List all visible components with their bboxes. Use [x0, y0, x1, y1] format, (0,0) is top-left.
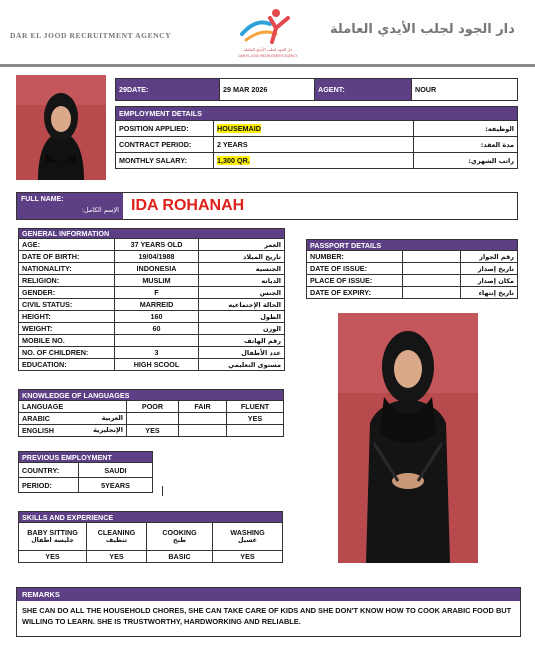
passport-title: PASSPORT DETAILS	[307, 240, 518, 251]
contract-label: CONTRACT PERIOD:	[116, 137, 214, 153]
lang-english-label: ENGLISH	[22, 426, 54, 435]
agent-label: AGENT:	[315, 79, 412, 101]
expiry-date-label: DATE OF EXPIRY:	[307, 287, 403, 299]
issue-place-label-ar: مكان إصدار	[461, 275, 518, 287]
gender-label-ar: الجنس	[199, 287, 285, 299]
height-label: HEIGHT:	[19, 311, 115, 323]
lang-row-english	[19, 425, 127, 437]
skill-babysitting-label-ar: جليسة اطفال	[31, 537, 74, 545]
dob-label-ar: تاريخ الميلاد	[199, 251, 285, 263]
lang-english-label-ar: الإنجليزية	[93, 426, 123, 434]
salary-label-ar: راتب الشهري:	[414, 153, 518, 169]
passport-number-value	[403, 251, 461, 263]
skill-washing	[213, 523, 283, 551]
previous-title: PREVIOUS EMPLOYMENT	[19, 452, 153, 463]
employment-title: EMPLOYMENT DETAILS	[116, 107, 518, 121]
gender-label: GENDER:	[19, 287, 115, 299]
skill-cleaning-value: YES	[87, 551, 147, 563]
person-fullbody-icon	[338, 313, 478, 563]
lang-english-fluent	[227, 425, 284, 437]
lang-english-fair	[179, 425, 227, 437]
lang-english-poor: YES	[127, 425, 179, 437]
nationality-label: NATIONALITY:	[19, 263, 115, 275]
age-value: 37 YEARS OLD	[115, 239, 199, 251]
children-label: NO. OF CHILDREN:	[19, 347, 115, 359]
agency-logo	[236, 4, 300, 62]
mobile-value	[115, 335, 199, 347]
dob-label: DATE OF BIRTH:	[19, 251, 115, 263]
person-portrait-icon	[16, 75, 106, 180]
skill-cooking-value: BASIC	[147, 551, 213, 563]
date-label: 29DATE:	[116, 79, 220, 101]
prev-country-label: COUNTRY:	[19, 463, 79, 478]
lang-arabic-fair	[179, 413, 227, 425]
applicant-photo-large	[338, 313, 478, 563]
position-label-ar: الوظيفه:	[414, 121, 518, 137]
lang-arabic-label-ar: العربية	[101, 414, 123, 422]
lang-arabic-fluent: YES	[227, 413, 284, 425]
full-name-box	[16, 192, 518, 220]
weight-label-ar: الوزن	[199, 323, 285, 335]
salary-value: 1,300 QR.	[217, 156, 250, 165]
lang-arabic-poor	[127, 413, 179, 425]
skills-title: SKILLS AND EXPERIENCE	[19, 512, 283, 523]
dob-value: 19/04/1988	[115, 251, 199, 263]
agent-value: NOUR	[412, 79, 518, 101]
lang-header-language: LANGUAGE	[19, 401, 127, 413]
prev-period-value: 5YEARS	[79, 478, 153, 493]
civil-status-value: MARREID	[115, 299, 199, 311]
logo-caption-ar: دار الجود لجلب الأيدي العاملة	[243, 47, 293, 52]
gender-value: F	[115, 287, 199, 299]
education-value: HIGH SCOOL	[115, 359, 199, 371]
issue-place-label: PLACE OF ISSUE:	[307, 275, 403, 287]
skill-babysitting	[19, 523, 87, 551]
full-name-value: IDA ROHANAH	[131, 197, 245, 214]
contract-value: 2 YEARS	[214, 137, 414, 153]
issue-date-label-ar: تاريخ إصدار	[461, 263, 518, 275]
languages-title: KNOWLEDGE OF LANGUAGES	[19, 390, 284, 401]
mobile-label-ar: رقم الهاتف	[199, 335, 285, 347]
civil-status-label-ar: الحالة الإجتماعيه	[199, 299, 285, 311]
skill-cooking-label-ar: طبخ	[172, 537, 187, 545]
education-label-ar: مستوى التعليمي	[199, 359, 285, 371]
lang-header-fluent: FLUENT	[227, 401, 284, 413]
general-info-table	[18, 228, 285, 371]
prev-period-label: PERIOD:	[19, 478, 79, 493]
agency-name-ar: دار الجود لجلب الأيدي العاملة	[330, 22, 515, 37]
general-title: GENERAL INFORMATION	[19, 229, 285, 239]
children-label-ar: عدد الأطفال	[199, 347, 285, 359]
weight-label: WEIGHT:	[19, 323, 115, 335]
age-label: AGE:	[19, 239, 115, 251]
skill-babysitting-value: YES	[19, 551, 87, 563]
skill-cleaning-label-ar: تنظيف	[105, 537, 128, 545]
skill-cleaning	[87, 523, 147, 551]
skill-washing-label-ar: غسيل	[238, 537, 257, 545]
skill-washing-label: WASHING	[230, 528, 265, 538]
expiry-date-value	[403, 287, 461, 299]
position-label: POSITION APPLIED:	[116, 121, 214, 137]
full-name-label-ar: الإسم الكامل:	[81, 206, 119, 214]
applicant-photo-small	[16, 75, 106, 180]
text-cursor	[162, 486, 163, 496]
education-label: EDUCATION:	[19, 359, 115, 371]
passport-table	[306, 239, 518, 299]
logo-caption-en: DAR EL JOOD RECRUITMENT AGENCY	[238, 54, 298, 58]
skill-cleaning-label: CLEANING	[97, 528, 136, 538]
issue-date-label: DATE OF ISSUE:	[307, 263, 403, 275]
issue-place-value	[403, 275, 461, 287]
remarks-box	[16, 587, 521, 637]
skill-cooking	[147, 523, 213, 551]
lang-arabic-label: ARABIC	[22, 414, 50, 423]
passport-number-label: NUMBER:	[307, 251, 403, 263]
previous-employment-table	[18, 451, 153, 493]
civil-status-label: CIVIL STATUS:	[19, 299, 115, 311]
languages-table	[18, 389, 284, 437]
religion-value: MUSLIM	[115, 275, 199, 287]
skill-washing-value: YES	[213, 551, 283, 563]
height-label-ar: الطول	[199, 311, 285, 323]
passport-number-label-ar: رقم الجواز	[461, 251, 518, 263]
remarks-text: SHE CAN DO ALL THE HOUSEHOLD CHORES, SHE CAN TAKE CARE OF KIDS AND SHE DON'T KNOW HOW TO COOK ARABIC FOOD BUT WILLING TO LEARN. SHE IS TRUSTWORTHY, HARDWORKING AND RELIABLE.	[22, 606, 512, 627]
full-name-label: FULL NAME:	[21, 196, 64, 203]
date-value: 29 MAR 2026	[220, 79, 315, 101]
religion-label-ar: الديانه	[199, 275, 285, 287]
children-value: 3	[115, 347, 199, 359]
employment-details-table	[115, 106, 518, 169]
skills-table	[18, 511, 283, 563]
prev-country-value: SAUDI	[79, 463, 153, 478]
nationality-label-ar: الجنسيه	[199, 263, 285, 275]
remarks-title: REMARKS	[17, 588, 520, 601]
religion-label: RELIGION:	[19, 275, 115, 287]
issue-date-value	[403, 263, 461, 275]
expiry-date-label-ar: تاريخ إنتهاء	[461, 287, 518, 299]
position-value: HOUSEMAID	[217, 124, 261, 133]
nationality-value: INDONESIA	[115, 263, 199, 275]
height-value: 160	[115, 311, 199, 323]
skill-cooking-label: COOKING	[162, 528, 197, 538]
full-name-label-block	[17, 193, 123, 219]
lang-row-arabic	[19, 413, 127, 425]
contract-label-ar: مدة العقد:	[414, 137, 518, 153]
salary-label: MONTHLY SALARY:	[116, 153, 214, 169]
weight-value: 60	[115, 323, 199, 335]
header-divider	[0, 64, 535, 67]
date-agent-table	[115, 78, 518, 101]
lang-header-poor: POOR	[127, 401, 179, 413]
skill-babysitting-label: BABY SITTING	[27, 528, 78, 538]
agency-name-en: DAR EL JOOD RECRUITMENT AGENCY	[10, 31, 172, 40]
age-label-ar: العمر	[199, 239, 285, 251]
mobile-label: MOBILE NO.	[19, 335, 115, 347]
lang-header-fair: FAIR	[179, 401, 227, 413]
